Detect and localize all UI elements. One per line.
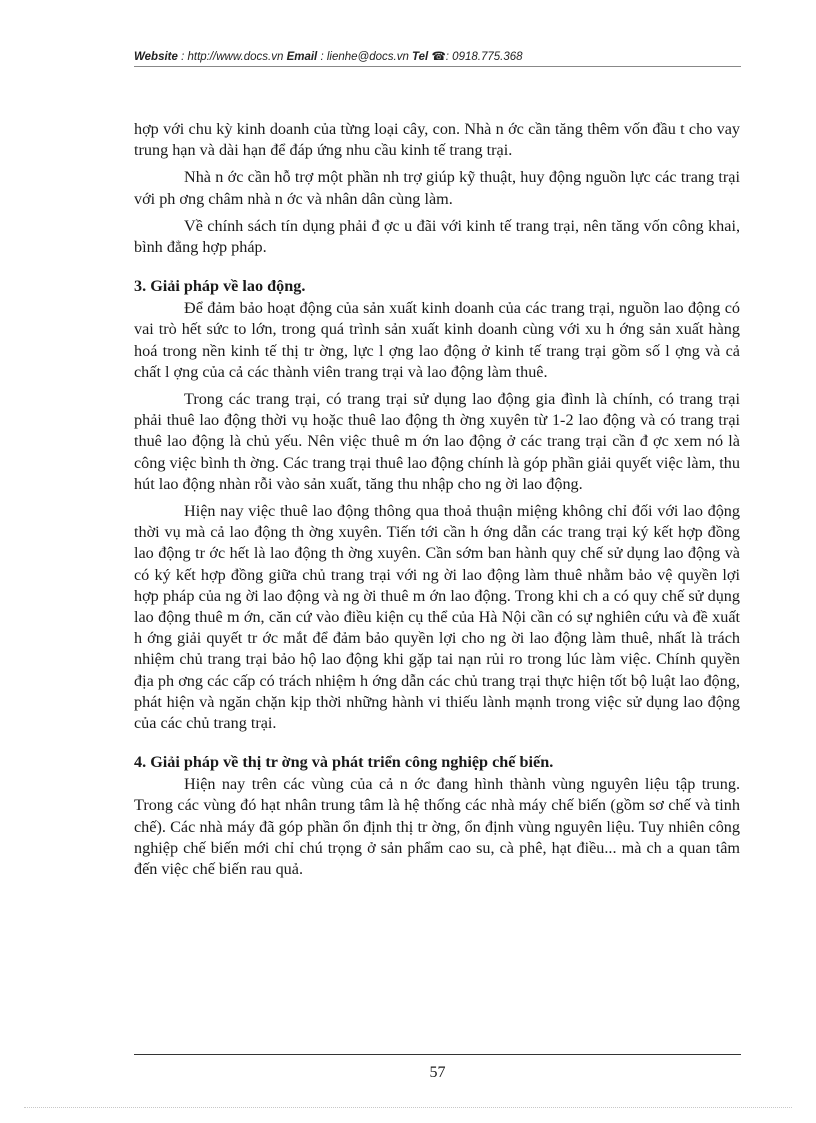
section-heading-3: 3. Giải pháp về lao động. <box>134 277 306 296</box>
footer-divider <box>134 1054 741 1055</box>
phone-icon: ☎ <box>431 51 446 63</box>
document-body <box>134 119 740 886</box>
page-number: 57 <box>429 1064 446 1081</box>
header-divider <box>134 66 741 67</box>
email-label: Email <box>286 51 318 63</box>
paragraph-4: Để đảm bảo hoạt động của sản xuất kinh doanh của các trang trại, nguồn lao động có vai trò hết sức to lớn, trong quá trình sản xuất kinh doanh cùng với xu h ớng sản xuất hàng hoá trong nền kinh tế thị tr ờng, lực l ợng lao động ở kinh tế trang trại gồm số l ợng và cả chất l ợng của cả các thành viên trang trại và lao động làm thuê. <box>134 299 740 381</box>
tel-value: : 0918.775.368 <box>445 51 523 63</box>
tel-label: Tel <box>412 51 429 63</box>
paragraph-6: Hiện nay việc thuê lao động thông qua thoả thuận miệng không chỉ đối với lao động thời vụ mà cả lao động th ờng xuyên. Tiến tới cần h ớng dẫn các trang trại ký kết hợp đồng lao động tr ớc hết là lao động th ờng xuyên. Cần sớm ban hành quy chế sử dụng lao động và có ký kết hợp đồng giữa chủ trang trại với ng ời lao động làm thuê nhằm bảo vệ quyền lợi hợp pháp của ng ời lao động và ng ời thuê m ớn lao động. Trong khi ch a có quy chế sử dụng lao động thuê m ớn, căn cứ vào điều kiện cụ thể của Hà Nội cần có sự nghiên cứu và đề xuất h ớng giải quyết tr ớc mắt để đảm bảo quyền lợi cho ng ời lao động làm thuê, nhất là trách nhiệm chủ trang trại bảo hộ lao động khi gặp tai nạn rủi ro trong lúc làm việc. Chính quyền địa ph ơng các cấp có trách nhiệm h ớng dẫn các chủ trang trại thực hiện tốt bộ luật lao động, phát hiện và ngăn chặn kịp thời những hành vi thiếu lành mạnh trong việc sử dụng lao động của các chủ trang trại. <box>134 502 740 733</box>
page-edge-dots <box>24 1107 792 1108</box>
paragraph-1: hợp với chu kỳ kinh doanh của từng loại cây, con. Nhà n ớc cần tăng thêm vốn đầu t cho vay trung hạn và dài hạn để đáp ứng nhu cầu kinh tế trang trại. <box>134 120 740 160</box>
section-heading-4: 4. Giải pháp về thị tr ờng và phát triển công nghiệp chế biến. <box>134 753 554 772</box>
website-label: Website <box>134 51 178 63</box>
paragraph-2: Nhà n ớc cần hỗ trợ một phần nh trợ giúp kỹ thuật, huy động nguồn lực các trang trại với ph ơng châm nhà n ớc và nhân dân cùng làm. <box>134 168 740 208</box>
paragraph-5: Trong các trang trại, có trang trại sử dụng lao động gia đình là chính, có trang trại phải thuê lao động thời vụ hoặc thuê lao động th ờng xuyên từ 1-2 lao động và có trang trại thuê lao động là chủ yếu. Nên việc thuê m ớn lao động ở các trang trại cần đ ợc xem nó là công việc bình th ờng. Các trang trại thuê lao động chính là góp phần giải quyết việc làm, thu hút lao động nhàn rỗi vào sản xuất, tăng thu nhập cho ng ời lao động. <box>134 390 740 493</box>
paragraph-7: Hiện nay trên các vùng của cả n ớc đang hình thành vùng nguyên liệu tập trung. Trong các vùng đó hạt nhân trung tâm là hệ thống các nhà máy chế biến (gồm sơ chế và tinh chế). Các nhà máy đã góp phần ổn định thị tr ờng, ổn định vùng nguyên liệu. Tuy nhiên công nghiệp chế biến mới chỉ chú trọng ở sản phẩm cao su, cà phê, hạt điều... mà ch a quan tâm đến việc chế biến rau quả. <box>134 775 740 879</box>
website-value: : http://www.docs.vn <box>181 51 284 63</box>
email-value: : lienhe@docs.vn <box>320 51 409 63</box>
paragraph-3: Về chính sách tín dụng phải đ ợc u đãi với kinh tế trang trại, nên tăng vốn công khai, bình đẳng hợp pháp. <box>134 216 740 257</box>
page-header <box>134 49 741 63</box>
